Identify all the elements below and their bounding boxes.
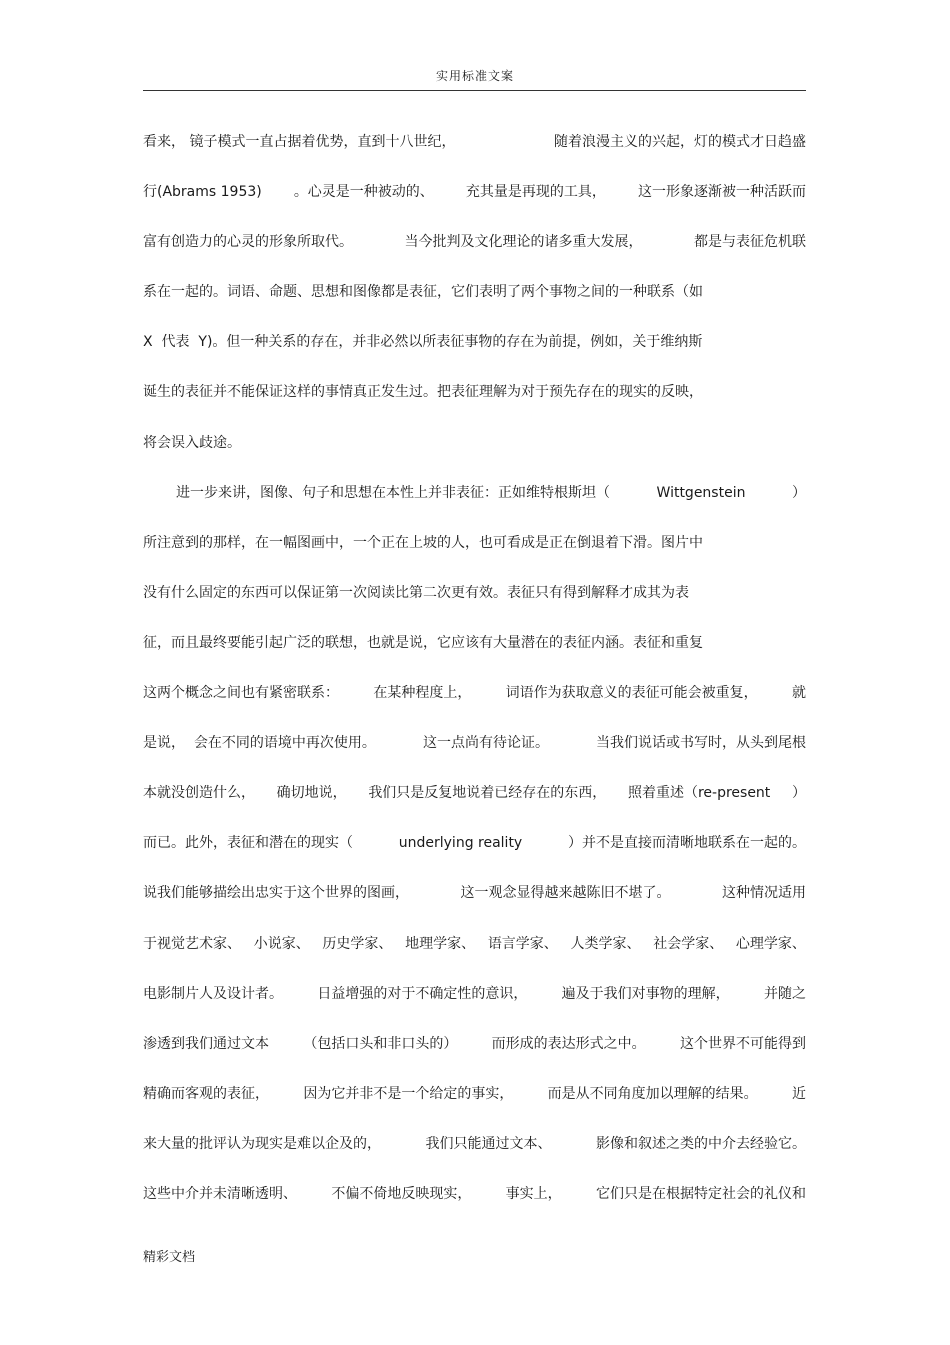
text-segment: 。心灵是一种被动的、 <box>293 184 434 201</box>
text-segment: 它们只是在根据特定社会的礼仪和 <box>595 1185 806 1202</box>
text-segment: 影像和叙述之类的中介去经验它。 <box>596 1135 806 1152</box>
text-segment: 历史学家、 <box>322 935 393 952</box>
text-line <box>143 325 806 375</box>
text-segment: 是说， 会在不同的语境中再次使用。 <box>143 735 376 752</box>
text-segment: 而形成的表达形式之中。 <box>491 1035 646 1052</box>
text-segment: 于视觉艺术家、 <box>143 935 241 952</box>
text-segment: 小说家、 <box>253 935 310 952</box>
text-segment: underlying reality <box>398 835 523 852</box>
text-segment: 看来， 镜子模式一直占据着优势，直到十八世纪， <box>143 134 456 150</box>
text-segment: 社会学家、 <box>653 935 724 952</box>
page-header: 实用标准文案 <box>435 69 514 83</box>
text-line <box>143 426 806 476</box>
text-segment: 随着浪漫主义的兴起，灯的模式才日趋盛 <box>554 134 806 150</box>
text-segment: 将会误入歧途。 <box>143 434 241 451</box>
text-line <box>143 275 806 325</box>
text-segment: 这种情况适用 <box>722 885 806 902</box>
text-segment: 日益增强的对于不确定性的意识， <box>317 985 528 1002</box>
text-segment: 系在一起的。词语、命题、思想和图像都是表征，它们表明了两个事物之间的一种联系（如 <box>143 284 703 301</box>
text-segment: 渗透到我们通过文本 <box>143 1035 269 1052</box>
text-segment: 这些中介并未清晰透明、 <box>143 1185 297 1202</box>
text-line <box>143 826 806 876</box>
text-line <box>143 1127 806 1177</box>
text-line <box>143 175 806 225</box>
text-segment: 心理学家、 <box>735 935 806 952</box>
text-segment: 说我们能够描绘出忠实于这个世界的图画， <box>143 885 409 902</box>
text-line <box>143 1177 806 1227</box>
text-segment: 所注意到的那样，在一幅图画中，一个正在上坡的人，也可看成是正在倒退着下滑。图片中 <box>143 534 703 551</box>
text-segment: （包括口头和非口头的） <box>303 1035 458 1052</box>
text-segment: 也就是说，它应该有大量潜在的表征内涵。表征和重复 <box>367 634 703 651</box>
text-segment: 这一观念显得越来越陈旧不堪了。 <box>460 885 671 902</box>
text-segment: 因为它并非不是一个给定的事实， <box>303 1085 514 1102</box>
text-segment: ）并不是直接而清晰地联系在一起的。 <box>567 835 806 852</box>
text-line <box>143 977 806 1027</box>
header-divider <box>143 90 806 91</box>
text-segment: 征，而且最终要能引起广泛的联想， <box>143 634 367 651</box>
text-segment: 没有什么固定的东西可以保证第一次阅读比第二次更有效。表征只有得到解释才成其为表 <box>143 584 689 601</box>
text-segment: 不偏不倚地反映现实， <box>331 1185 472 1202</box>
text-segment: 而是从不同角度加以理解的结果。 <box>547 1085 758 1102</box>
text-segment: 近 <box>791 1085 806 1102</box>
text-segment: 就 <box>791 685 806 702</box>
text-segment: 而已。此外，表征和潜在的现实（ <box>143 835 353 852</box>
text-segment: 确切地说， <box>276 785 347 802</box>
text-segment: X 代表 Y)。但一种关系的存在，并非必然以所表征事物的存在为前提，例如，关于维纳斯 <box>143 334 703 351</box>
text-segment: 来大量的批评认为现实是难以企及的， <box>143 1135 381 1152</box>
text-segment: ） <box>792 484 806 501</box>
text-segment: ） <box>791 785 806 802</box>
text-segment: 这个世界不可能得到 <box>679 1035 806 1052</box>
text-segment: 充其量是再现的工具， <box>465 184 606 201</box>
text-line <box>143 676 806 726</box>
text-line <box>143 1077 806 1127</box>
text-segment: 行(Abrams 1953) <box>143 184 262 201</box>
text-segment: 事实上， <box>505 1185 562 1202</box>
text-segment: 遍及于我们对事物的理解， <box>561 985 730 1002</box>
text-segment: 进一步来讲，图像、句子和思想在本性上并非表征：正如维特根斯坦（ <box>176 484 610 501</box>
text-line <box>143 726 806 776</box>
text-line <box>143 225 806 275</box>
text-segment: 我们只能通过文本、 <box>425 1135 552 1152</box>
text-line <box>143 927 806 977</box>
text-segment: 照着重述（re-present <box>627 785 771 802</box>
text-segment: 当我们说话或书写时，从头到尾根 <box>596 735 806 752</box>
text-segment: 电影制片人及设计者。 <box>143 985 283 1002</box>
text-segment: 我们只是反复地说着已经存在的东西， <box>368 785 607 802</box>
text-line <box>143 125 806 175</box>
text-segment: 富有创造力的心灵的形象所取代。 <box>143 234 353 251</box>
document-body <box>143 125 806 1227</box>
text-line <box>143 776 806 826</box>
text-line <box>143 1027 806 1077</box>
text-segment: Wittgenstein <box>656 484 746 501</box>
text-segment: 本就没创造什么， <box>143 785 255 802</box>
text-segment: 地理学家、 <box>405 935 476 952</box>
page-footer: 精彩文档 <box>143 1250 196 1265</box>
text-line <box>143 876 806 926</box>
text-line <box>143 375 806 425</box>
text-segment: 语言学家、 <box>487 935 558 952</box>
text-segment: 词语作为获取意义的表征可能会被重复， <box>505 685 758 702</box>
text-segment: 这两个概念之间也有紧密联系： <box>143 685 339 702</box>
text-segment: 诞生的表征并不能保证这样的事情真正发生过。把表征理解为对于预先存在的现实的反映， <box>143 384 703 401</box>
text-line <box>143 476 806 526</box>
text-segment: 当今批判及文化理论的诸多重大发展， <box>404 234 643 251</box>
text-segment: 人类学家、 <box>570 935 641 952</box>
text-line <box>143 576 806 626</box>
text-segment: 精确而客观的表征， <box>143 1085 269 1102</box>
text-segment: 这一形象逐渐被一种活跃而 <box>637 184 806 201</box>
text-segment: 在某种程度上， <box>373 685 472 702</box>
text-segment: 都是与表征危机联 <box>694 234 806 251</box>
text-segment: 并随之 <box>763 985 806 1002</box>
text-segment: 这一点尚有待论证。 <box>422 735 549 752</box>
text-line <box>143 626 806 676</box>
text-line <box>143 526 806 576</box>
